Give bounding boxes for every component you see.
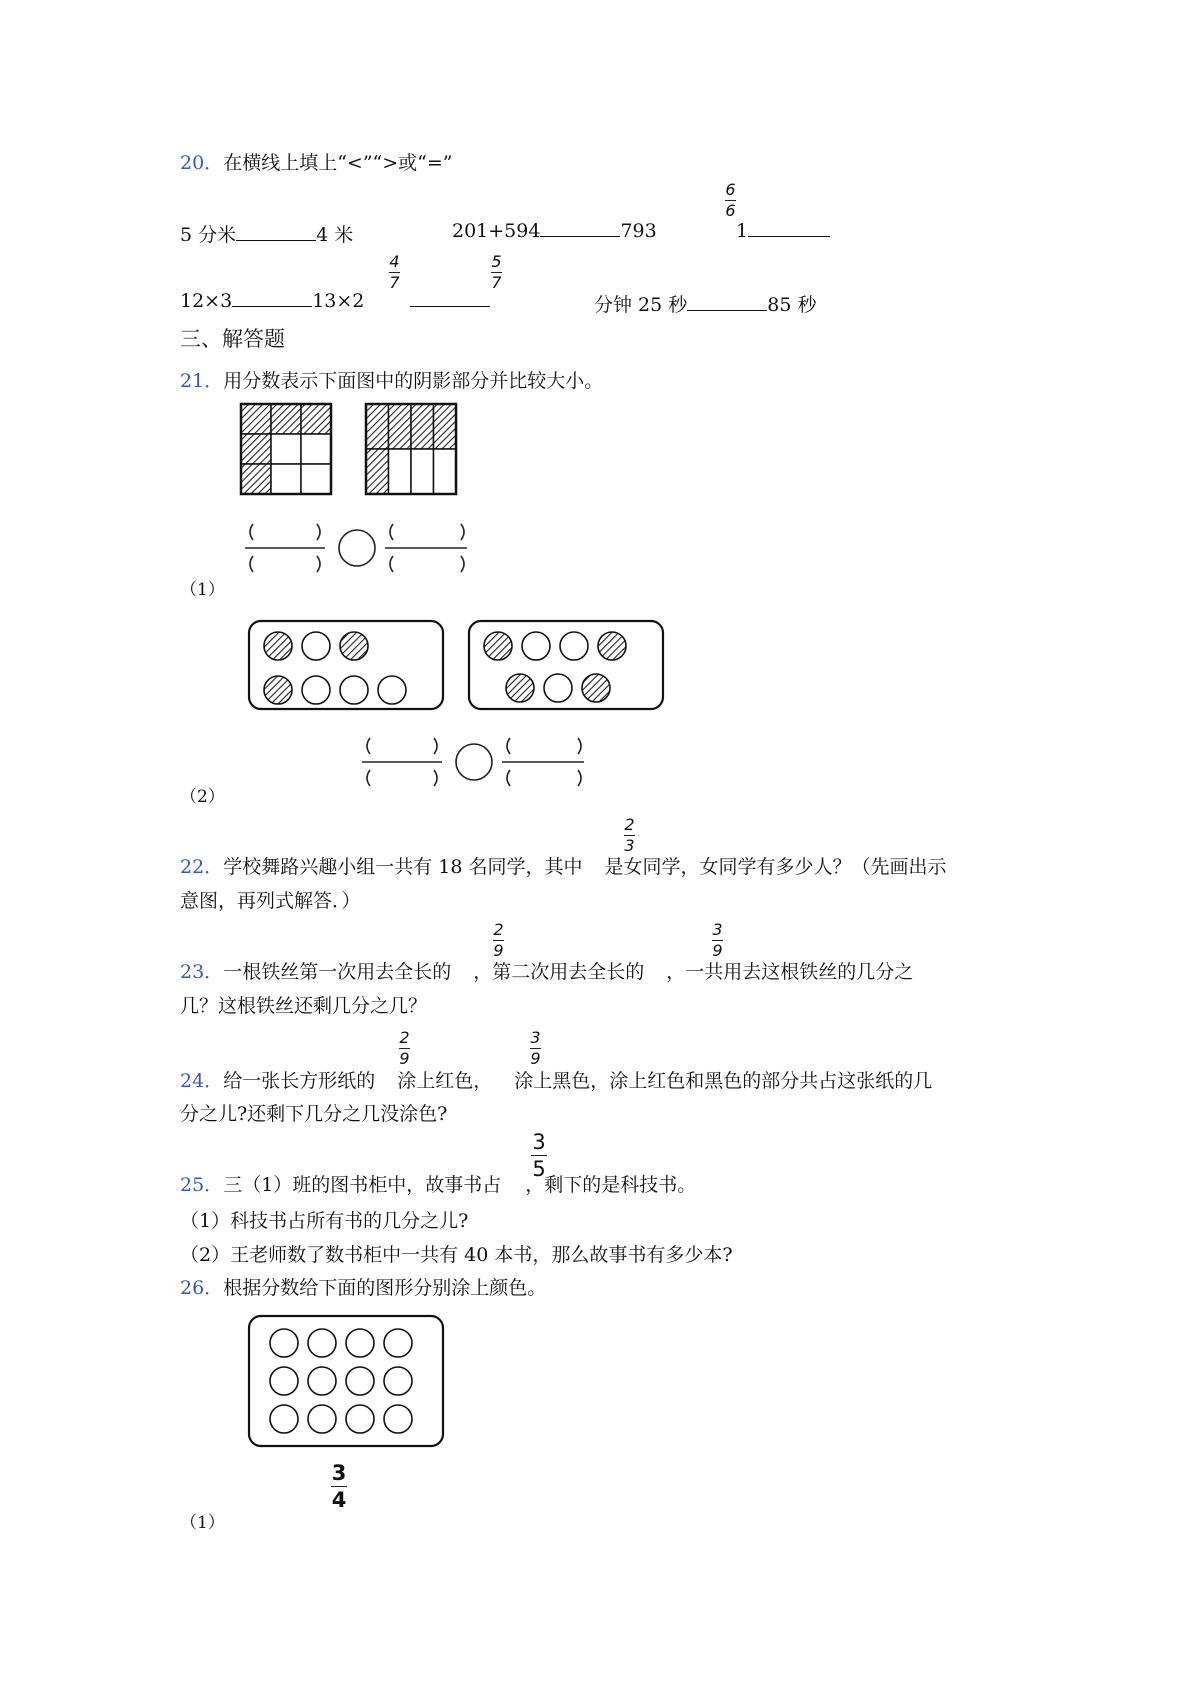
numerator: 2: [624, 815, 635, 834]
q23-text-c: ，一共用去这根铁丝的几分之: [666, 961, 914, 983]
denominator: 3: [624, 836, 635, 855]
paren-left: [250, 524, 253, 540]
paren-right: [578, 770, 581, 786]
denominator: 7: [389, 273, 400, 292]
q24-line2: 分之儿?还剩下几分之几没涂色?: [180, 1103, 448, 1125]
shaded-cell: [389, 404, 412, 449]
numerator: 3: [532, 1130, 546, 1154]
answer-blank[interactable]: [748, 235, 830, 237]
shaded-cell: [271, 404, 301, 434]
shaded-cell: [366, 449, 389, 494]
denominator: 5: [532, 1157, 546, 1181]
denominator: 9: [493, 941, 504, 960]
shaded-circle: [582, 674, 610, 702]
answer-blank[interactable]: [687, 309, 767, 311]
q20-number: 20．: [180, 152, 224, 174]
q26-part1-label: （1）: [180, 1513, 225, 1533]
q26-text: 根据分数给下面的图形分别涂上颜色。: [223, 1277, 547, 1299]
answer-blank[interactable]: [540, 235, 620, 237]
shaded-circle: [598, 632, 626, 660]
empty-circle: [346, 1405, 374, 1433]
q25-number: 25．: [180, 1174, 224, 1196]
q20-5dm: 5 分米: [180, 224, 237, 246]
q26-number: 26．: [180, 1277, 224, 1299]
paren-right: [461, 524, 464, 540]
paren-left: [250, 556, 253, 572]
paren-left: [367, 738, 370, 754]
answer-blank[interactable]: [410, 305, 490, 307]
paren-left: [390, 556, 393, 572]
paren-right: [434, 738, 437, 754]
q23-text-b: ，第二次用去全长的: [473, 961, 645, 983]
q20-heading: [180, 148, 453, 175]
q20-row1-item2: [452, 220, 657, 242]
empty-circle: [560, 632, 588, 660]
denominator: 9: [399, 1049, 410, 1068]
q20-row2-item1: [180, 290, 364, 312]
comparison-circle[interactable]: [456, 744, 492, 780]
q20-sum: 201+594: [452, 220, 541, 242]
empty-circle: [384, 1329, 412, 1357]
shaded-circle: [506, 674, 534, 702]
q25-text-a: 三（1）班的图书柜中，故事书占: [223, 1174, 502, 1196]
paren-right: [317, 524, 320, 540]
shaded-grid-2x4: [366, 404, 456, 494]
q20-min-25s: 分钟 25 秒: [594, 294, 688, 316]
q21-part1-label: （1）: [180, 580, 225, 600]
q23-line2: 几？这根铁丝还剩几分之几？: [180, 995, 428, 1017]
numerator: 3: [712, 920, 723, 939]
q20-fraction-4-7: [389, 254, 400, 291]
paren-left: [507, 738, 510, 754]
q24-fraction-1: [399, 1030, 410, 1067]
numerator: 6: [725, 180, 736, 199]
q20-row1-item1: [180, 220, 353, 247]
shaded-cell: [366, 404, 389, 449]
numerator: 4: [389, 252, 400, 271]
grid-cell: [389, 449, 412, 494]
paren-right: [434, 770, 437, 786]
empty-circle: [384, 1367, 412, 1395]
q20-12x3: 12×3: [180, 290, 233, 312]
paren-right: [461, 556, 464, 572]
numerator: 3: [331, 1461, 347, 1485]
empty-circle: [308, 1329, 336, 1357]
empty-circle: [340, 676, 368, 704]
numerator: 3: [530, 1028, 541, 1047]
q24-number: 24．: [180, 1070, 224, 1092]
paren-right: [317, 556, 320, 572]
q20-13x2: 13×2: [312, 290, 365, 312]
empty-circle: [346, 1329, 374, 1357]
numerator: 5: [491, 252, 502, 271]
grid-cell: [271, 464, 301, 494]
q20-row2-blank: [410, 290, 490, 312]
empty-circle: [308, 1367, 336, 1395]
shaded-circle: [264, 632, 292, 660]
section-heading: 三、解答题: [180, 327, 285, 351]
shaded-cell: [301, 404, 331, 434]
shaded-cell: [241, 464, 271, 494]
empty-circle: [302, 676, 330, 704]
q26-fraction: [331, 1462, 347, 1511]
shaded-grid-3x3: [241, 404, 331, 494]
denominator: 4: [331, 1488, 347, 1512]
q25-line1: [180, 1170, 696, 1197]
fraction-comparison-2: [362, 734, 592, 794]
q24-fraction-2: [530, 1030, 541, 1067]
circle-box-12: [248, 1315, 444, 1447]
answer-blank[interactable]: [232, 305, 312, 307]
fraction-bar: [331, 1486, 347, 1487]
empty-circle: [302, 632, 330, 660]
fraction-comparison-1: [245, 520, 475, 580]
paren-right: [578, 738, 581, 754]
answer-blank[interactable]: [236, 239, 316, 241]
q24-line1: [180, 1066, 932, 1093]
circle-box-left: [248, 620, 444, 710]
empty-circle: [384, 1405, 412, 1433]
q24-text-c: 涂上黑色，涂上红色和黑色的部分共占这张纸的几: [514, 1070, 933, 1092]
empty-circle: [308, 1405, 336, 1433]
denominator: 9: [712, 941, 723, 960]
empty-circle: [544, 674, 572, 702]
q25-sub2: （2）王老师数了数书柜中一共有 40 本书，那么故事书有多少本?: [180, 1244, 733, 1266]
q26-heading: [180, 1273, 546, 1300]
q21-text: 用分数表示下面图中的阴影部分并比较大小。: [223, 370, 604, 392]
paren-left: [507, 770, 510, 786]
q20-fraction-5-7: [491, 254, 502, 291]
empty-circle: [270, 1405, 298, 1433]
q23-number: 23．: [180, 961, 224, 983]
q23-fraction-1: [493, 922, 504, 959]
q22-text-b: 是女同学，女同学有多少人？（先画出示: [604, 856, 947, 878]
shaded-circle: [264, 676, 292, 704]
q22-line2: 意图，再列式解答．）: [180, 890, 361, 912]
q21-part2-label: （2）: [180, 787, 225, 807]
q22-number: 22．: [180, 856, 224, 878]
paren-left: [390, 524, 393, 540]
shaded-cell: [411, 404, 434, 449]
q20-row2-item3: [594, 290, 816, 317]
shaded-cell: [241, 404, 271, 434]
q22-text-a: 学校舞路兴趣小组一共有 18 名同学，其中: [223, 856, 583, 878]
q20-row1-item3: [736, 220, 830, 242]
grid-cell: [301, 434, 331, 464]
q20-4m: 4 米: [316, 224, 354, 246]
q22-line1: [180, 852, 946, 879]
numerator: 2: [493, 920, 504, 939]
q25-text-b: ，剩下的是科技书。: [525, 1174, 697, 1196]
q21-heading: [180, 366, 603, 393]
shaded-cell: [241, 434, 271, 464]
q23-text-a: 一根铁丝第一次用去全长的: [223, 961, 452, 983]
grid-cell: [434, 449, 457, 494]
q24-text-a: 给一张长方形纸的: [223, 1070, 376, 1092]
empty-circle: [522, 632, 550, 660]
shaded-cell: [434, 404, 457, 449]
denominator: 7: [491, 273, 502, 292]
empty-circle: [270, 1367, 298, 1395]
fraction-bar: [531, 1155, 547, 1156]
grid-cell: [411, 449, 434, 494]
shaded-circle: [484, 632, 512, 660]
q20-85s: 85 秒: [767, 294, 817, 316]
empty-circle: [346, 1367, 374, 1395]
shaded-circle: [340, 632, 368, 660]
circle-box-right: [468, 620, 664, 710]
denominator: 6: [725, 201, 736, 220]
grid-cell: [301, 464, 331, 494]
q22-fraction: [624, 817, 635, 854]
comparison-circle[interactable]: [339, 530, 375, 566]
q20-fraction-6-6: [725, 182, 736, 219]
empty-circle: [378, 676, 406, 704]
numerator: 2: [399, 1028, 410, 1047]
denominator: 9: [530, 1049, 541, 1068]
q25-sub1: （1）科技书占所有书的几分之儿?: [180, 1210, 469, 1232]
paren-left: [367, 770, 370, 786]
grid-cell: [271, 434, 301, 464]
empty-circle: [270, 1329, 298, 1357]
q20-text: 在横线上填上“<”“>或“=”: [223, 152, 453, 174]
q23-fraction-2: [712, 922, 723, 959]
q21-number: 21．: [180, 370, 224, 392]
q23-line1: [180, 957, 913, 984]
q20-1: 1: [736, 220, 749, 242]
q20-793: 793: [620, 220, 657, 242]
q24-text-b: 涂上红色，: [397, 1070, 493, 1092]
